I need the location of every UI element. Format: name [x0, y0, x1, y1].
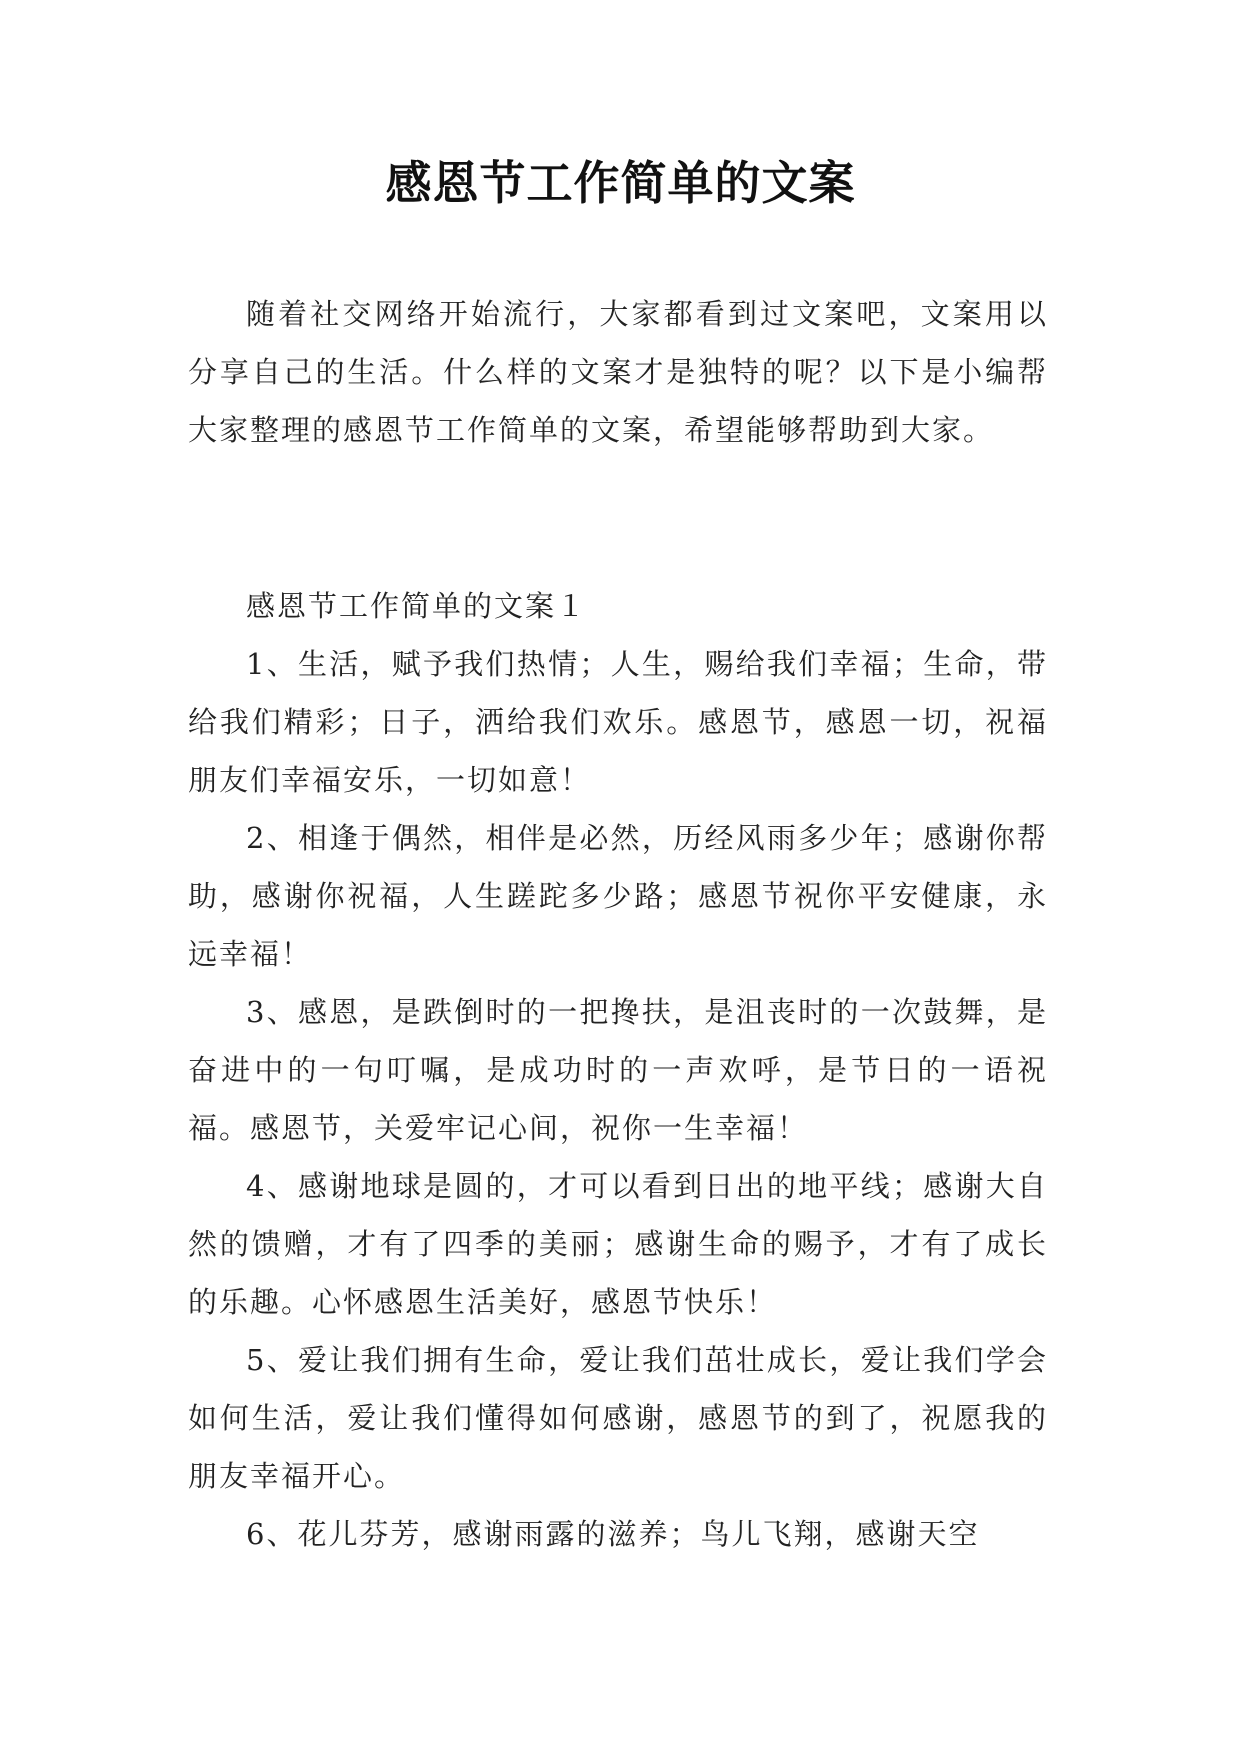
list-item: 1、生活，赋予我们热情；人生，赐给我们幸福；生命，带给我们精彩；日子，洒给我们欢乐。感恩节，感恩一切，祝福朋友们幸福安乐，一切如意！	[188, 647, 1048, 797]
list-item: 3、感恩，是跌倒时的一把搀扶，是沮丧时的一次鼓舞，是奋进中的一句叮嘱，是成功时的一声欢呼，是节日的一语祝福。感恩节，关爱牢记心间，祝你一生幸福！	[188, 995, 1048, 1145]
intro-block	[188, 285, 1048, 459]
intro-paragraph: 随着社交网络开始流行，大家都看到过文案吧，文案用以分享自己的生活。什么样的文案才是独特的呢？以下是小编帮大家整理的感恩节工作简单的文案，希望能够帮助到大家。	[188, 297, 1048, 447]
section-heading: 感恩节工作简单的文案１	[246, 589, 588, 623]
list-item: 4、感谢地球是圆的，才可以看到日出的地平线；感谢大自然的馈赠，才有了四季的美丽；感谢生命的赐予，才有了成长的乐趣。心怀感恩生活美好，感恩节快乐！	[188, 1169, 1048, 1319]
section-1	[188, 577, 1048, 1563]
list-item: 5、爱让我们拥有生命，爱让我们茁壮成长，爱让我们学会如何生活，爱让我们懂得如何感谢，感恩节的到了，祝愿我的朋友幸福开心。	[188, 1343, 1048, 1493]
list-item: 6、花儿芬芳，感谢雨露的滋养；鸟儿飞翔，感谢天空	[246, 1517, 980, 1551]
document-title: 感恩节工作简单的文案	[385, 156, 856, 210]
list-item: 2、相逢于偶然，相伴是必然，历经风雨多少年；感谢你帮助，感谢你祝福，人生蹉跎多少路；感恩节祝你平安健康，永远幸福！	[188, 821, 1048, 971]
